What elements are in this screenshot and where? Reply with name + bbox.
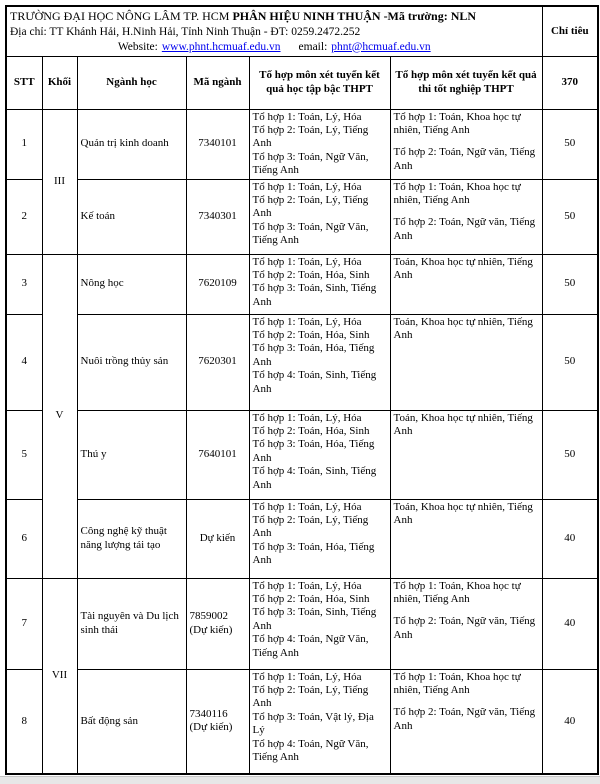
column-header-row [6,56,598,109]
combo-line: Tổ hợp 1: Toán, Khoa học tự nhiên, Tiếng Anh [393,579,521,605]
subject-combo-exam-cell [390,499,542,578]
col-header-stt: STT [6,56,42,109]
school-name: TRƯỜNG ĐẠI HỌC NÔNG LÂM TP. HCM [10,8,233,23]
major-name-cell: Kế toán [77,179,186,254]
email-link[interactable]: phnt@hcmuaf.edu.vn [331,40,431,53]
khoi-group-cell: III [42,109,77,254]
quota-value-cell: 50 [542,109,598,179]
quota-value-cell: 40 [542,669,598,774]
col-header-to-hop-hoc-tap: Tổ hợp môn xét tuyển kết quả học tập bậc THPT [249,56,390,109]
major-name-cell: Nông học [77,254,186,314]
website-link[interactable]: www.phnt.hcmuaf.edu.vn [161,40,281,53]
combo-line: Tổ hợp 1: Toán, Lý, Hóa [252,670,362,683]
major-code-cell: 7340101 [186,109,249,179]
col-header-nganh-hoc: Ngành học [77,56,186,109]
combo-line: Tổ hợp 3: Toán, Ngữ Văn, Tiếng Anh [252,150,369,177]
subject-combo-exam-cell [390,410,542,499]
combo-line: Tổ hợp 2: Toán, Lý, Tiếng Anh [252,683,369,710]
row-number-cell: 7 [6,578,42,669]
combo-line: Tổ hợp 1: Toán, Khoa học tự nhiên, Tiếng Anh [393,180,521,206]
major-code-cell: 7640101 [186,410,249,499]
combo-line: Tổ hợp 1: Toán, Lý, Hóa [252,411,362,424]
major-code-cell: Dự kiến [186,499,249,578]
combo-line: Tổ hợp 2: Toán, Ngữ văn, Tiếng Anh [393,706,536,732]
table-row [6,669,598,774]
combo-line: Tổ hợp 2: Toán, Hóa, Sinh [252,424,370,437]
row-number-cell: 3 [6,254,42,314]
col-header-khoi: Khối [42,56,77,109]
major-code-cell: 7620301 [186,314,249,410]
quota-value-cell: 50 [542,410,598,499]
total-quota-cell: 370 [542,56,598,109]
table-row [6,254,598,314]
combo-line: Tổ hợp 3: Toán, Sinh, Tiếng Anh [252,282,377,308]
school-contacts [10,40,539,54]
quota-value-cell: 50 [542,179,598,254]
combo-line: Tổ hợp 1: Toán, Khoa học tự nhiên, Tiếng Anh [393,670,521,696]
subject-combo-transcript-cell [249,179,390,254]
major-code-cell: 7859002 (Dự kiến) [186,578,249,669]
subject-combo-exam-cell [390,179,542,254]
subject-combo-exam-cell [390,669,542,774]
admissions-table [5,5,599,775]
subject-combo-transcript-cell [249,109,390,179]
horizontal-scrollbar[interactable] [0,776,600,784]
subject-combo-transcript-cell [249,410,390,499]
major-code-cell: 7340116 (Dự kiến) [186,669,249,774]
admissions-document [5,5,597,775]
school-header-row [6,6,598,56]
major-code-cell: 7340301 [186,179,249,254]
major-name-cell: Bất động sản [77,669,186,774]
col-header-to-hop-thi: Tổ hợp môn xét tuyển kết quả thi tốt nghiệp THPT [390,56,542,109]
khoi-group-cell: VII [42,578,77,774]
quota-value-cell: 40 [542,578,598,669]
combo-line: Tổ hợp 4: Toán, Sinh, Tiếng Anh [252,369,377,395]
combo-line: Tổ hợp 2: Toán, Ngữ văn, Tiếng Anh [393,216,536,242]
school-address: Địa chỉ: TT Khánh Hải, H.Ninh Hải, Tỉnh Ninh Thuận - ĐT: 0259.2472.252 [10,25,361,38]
combo-line: Tổ hợp 3: Toán, Ngữ Văn, Tiếng Anh [252,220,369,247]
row-number-cell: 6 [6,499,42,578]
table-row [6,499,598,578]
col-header-ma-nganh: Mã ngành [186,56,249,109]
major-code-cell: 7620109 [186,254,249,314]
table-row [6,314,598,410]
row-number-cell: 8 [6,669,42,774]
quota-value-cell: 50 [542,254,598,314]
combo-line: Tổ hợp 1: Toán, Lý, Hóa [252,579,362,592]
combo-line: Tổ hợp 4: Toán, Ngữ Văn, Tiếng Anh [252,737,369,763]
combo-line: Tổ hợp 3: Toán, Hóa, Tiếng Anh [252,540,375,567]
major-name-cell: Công nghệ kỹ thuật năng lượng tái tạo [77,499,186,578]
table-row [6,109,598,179]
combo-line: Tổ hợp 2: Toán, Hóa, Sinh [252,328,370,341]
row-number-cell: 2 [6,179,42,254]
subject-combo-exam-cell [390,254,542,314]
combo-line: Tổ hợp 2: Toán, Hóa, Sinh [252,268,370,281]
quota-label-cell: Chỉ tiêu [542,6,598,56]
campus-name: PHÂN HIỆU NINH THUẬN -Mã trường: NLN [232,8,477,23]
combo-line: Tổ hợp 3: Toán, Vật lý, Địa Lý [252,710,374,737]
subject-combo-transcript-cell [249,314,390,410]
khoi-group-cell: V [42,254,77,578]
combo-line: Tổ hợp 1: Toán, Lý, Hóa [252,255,362,268]
email-label: email: [298,40,328,53]
combo-line: Tổ hợp 2: Toán, Hóa, Sinh [252,592,370,605]
subject-combo-exam-cell [390,314,542,410]
combo-line: Tổ hợp 3: Toán, Hóa, Tiếng Anh [252,342,375,368]
combo-line: Tổ hợp 2: Toán, Lý, Tiếng Anh [252,193,369,220]
combo-line: Tổ hợp 1: Toán, Khoa học tự nhiên, Tiếng Anh [393,110,521,136]
combo-line: Tổ hợp 3: Toán, Hóa, Tiếng Anh [252,438,375,464]
combo-line: Tổ hợp 2: Toán, Lý, Tiếng Anh [252,123,369,150]
combo-line: Tổ hợp 2: Toán, Ngữ văn, Tiếng Anh [393,615,536,641]
major-name-cell: Thú y [77,410,186,499]
combo-line: Tổ hợp 1: Toán, Lý, Hóa [252,500,362,513]
combo-line: Toán, Khoa học tự nhiên, Tiếng Anh [393,500,533,526]
subject-combo-exam-cell [390,578,542,669]
row-number-cell: 5 [6,410,42,499]
table-row [6,578,598,669]
row-number-cell: 4 [6,314,42,410]
major-name-cell: Quản trị kinh doanh [77,109,186,179]
row-number-cell: 1 [6,109,42,179]
combo-line: Toán, Khoa học tự nhiên, Tiếng Anh [393,411,533,437]
subject-combo-transcript-cell [249,669,390,774]
major-name-cell: Tài nguyên và Du lịch sinh thái [77,578,186,669]
combo-line: Tổ hợp 4: Toán, Sinh, Tiếng Anh [252,465,377,491]
combo-line: Tổ hợp 1: Toán, Lý, Hóa [252,110,362,123]
major-name-cell: Nuôi trồng thủy sản [77,314,186,410]
school-info-cell [6,6,542,56]
table-row [6,179,598,254]
combo-line: Tổ hợp 2: Toán, Lý, Tiếng Anh [252,513,369,540]
combo-line: Toán, Khoa học tự nhiên, Tiếng Anh [393,255,533,281]
subject-combo-transcript-cell [249,578,390,669]
subject-combo-exam-cell [390,109,542,179]
subject-combo-transcript-cell [249,254,390,314]
quota-value-cell: 40 [542,499,598,578]
combo-line: Tổ hợp 4: Toán, Ngữ Văn, Tiếng Anh [252,633,369,659]
table-row [6,410,598,499]
combo-line: Tổ hợp 1: Toán, Lý, Hóa [252,180,362,193]
subject-combo-transcript-cell [249,499,390,578]
combo-line: Toán, Khoa học tự nhiên, Tiếng Anh [393,315,533,341]
combo-line: Tổ hợp 2: Toán, Ngữ văn, Tiếng Anh [393,146,536,172]
school-title [10,9,539,24]
combo-line: Tổ hợp 3: Toán, Sinh, Tiếng Anh [252,606,377,632]
website-label: Website: [117,40,158,53]
quota-value-cell: 50 [542,314,598,410]
combo-line: Tổ hợp 1: Toán, Lý, Hóa [252,315,362,328]
